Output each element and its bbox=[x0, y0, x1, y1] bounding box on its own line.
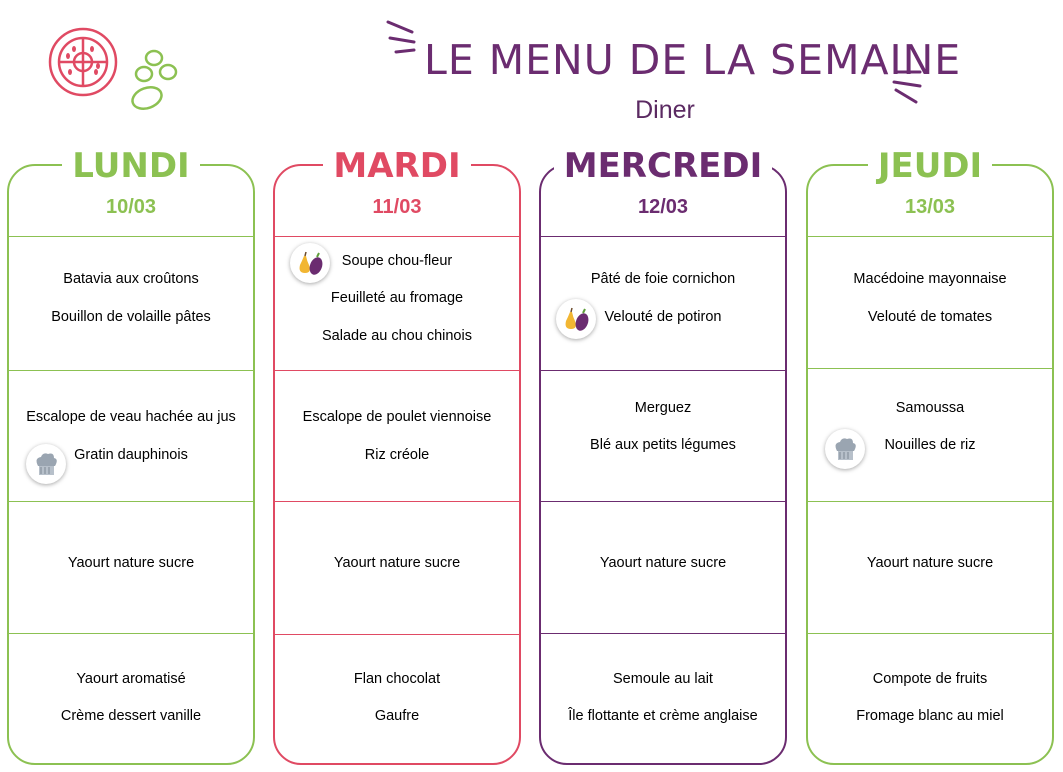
menu-item: Compote de fruits bbox=[872, 671, 988, 687]
starters-section bbox=[806, 236, 1054, 237]
page-subtitle: Diner bbox=[635, 96, 695, 124]
mains-section bbox=[539, 370, 787, 371]
dairy-section bbox=[539, 501, 787, 502]
day-column-mardi bbox=[273, 146, 521, 765]
day-name: LUNDI bbox=[62, 146, 199, 186]
mains-section bbox=[7, 370, 255, 371]
dairy-section bbox=[273, 501, 521, 502]
menu-item: Île flottante et crème anglaise bbox=[568, 708, 758, 724]
menu-item: Batavia aux croûtons bbox=[63, 271, 199, 287]
menu-item: Velouté de potiron bbox=[604, 309, 722, 325]
day-date: 10/03 bbox=[105, 196, 157, 218]
menu-item: Yaourt nature sucre bbox=[67, 555, 195, 571]
menu-item: Gratin dauphinois bbox=[74, 447, 188, 463]
day-name: MARDI bbox=[323, 146, 470, 186]
menu-item: Crème dessert vanille bbox=[60, 708, 202, 724]
menu-item: Yaourt nature sucre bbox=[866, 555, 994, 571]
menu-item: Nouilles de riz bbox=[884, 437, 976, 453]
day-date: 12/03 bbox=[637, 196, 689, 218]
title-decoration-left-icon bbox=[384, 18, 424, 58]
starters-section bbox=[7, 236, 255, 237]
menu-item: Macédoine mayonnaise bbox=[853, 271, 1007, 287]
dairy-section bbox=[806, 501, 1054, 502]
page-title: LE MENU DE LA SEMAINE bbox=[424, 36, 962, 84]
mains-section bbox=[806, 368, 1054, 369]
menu-item: Semoule au lait bbox=[613, 671, 713, 687]
day-name: MERCREDI bbox=[554, 146, 772, 186]
menu-item: Velouté de tomates bbox=[867, 309, 993, 325]
menu-item: Soupe chou-fleur bbox=[341, 253, 453, 269]
menu-item: Gaufre bbox=[374, 708, 420, 724]
starters-section bbox=[273, 236, 521, 237]
menu-item: Salade au chou chinois bbox=[322, 328, 472, 344]
desserts-section bbox=[539, 633, 787, 634]
menu-item: Yaourt aromatisé bbox=[76, 671, 186, 687]
menu-item: Escalope de poulet viennoise bbox=[302, 409, 492, 425]
desserts-section bbox=[806, 633, 1054, 634]
day-column-jeudi bbox=[806, 146, 1054, 765]
day-date: 11/03 bbox=[372, 196, 422, 218]
day-name: JEUDI bbox=[868, 146, 992, 186]
day-date: 13/03 bbox=[904, 196, 956, 218]
menu-item: Merguez bbox=[634, 400, 692, 416]
mains-section bbox=[273, 370, 521, 371]
day-column-mercredi bbox=[539, 146, 787, 765]
menu-item: Escalope de veau hachée au jus bbox=[26, 409, 236, 425]
menu-item: Pâté de foie cornichon bbox=[590, 271, 736, 287]
menu-item: Yaourt nature sucre bbox=[599, 555, 727, 571]
menu-item: Samoussa bbox=[895, 400, 965, 416]
day-column-lundi bbox=[7, 146, 255, 765]
menu-item: Riz créole bbox=[364, 447, 430, 463]
menu-item: Fromage blanc au miel bbox=[856, 708, 1004, 724]
menu-item: Bouillon de volaille pâtes bbox=[51, 309, 211, 325]
dairy-section bbox=[7, 501, 255, 502]
menu-item: Yaourt nature sucre bbox=[333, 555, 461, 571]
starters-section bbox=[539, 236, 787, 237]
desserts-section bbox=[273, 634, 521, 635]
menu-item: Feuilleté au fromage bbox=[330, 290, 464, 306]
menu-item: Flan chocolat bbox=[353, 671, 441, 687]
menu-item: Blé aux petits légumes bbox=[590, 437, 736, 453]
desserts-section bbox=[7, 633, 255, 634]
